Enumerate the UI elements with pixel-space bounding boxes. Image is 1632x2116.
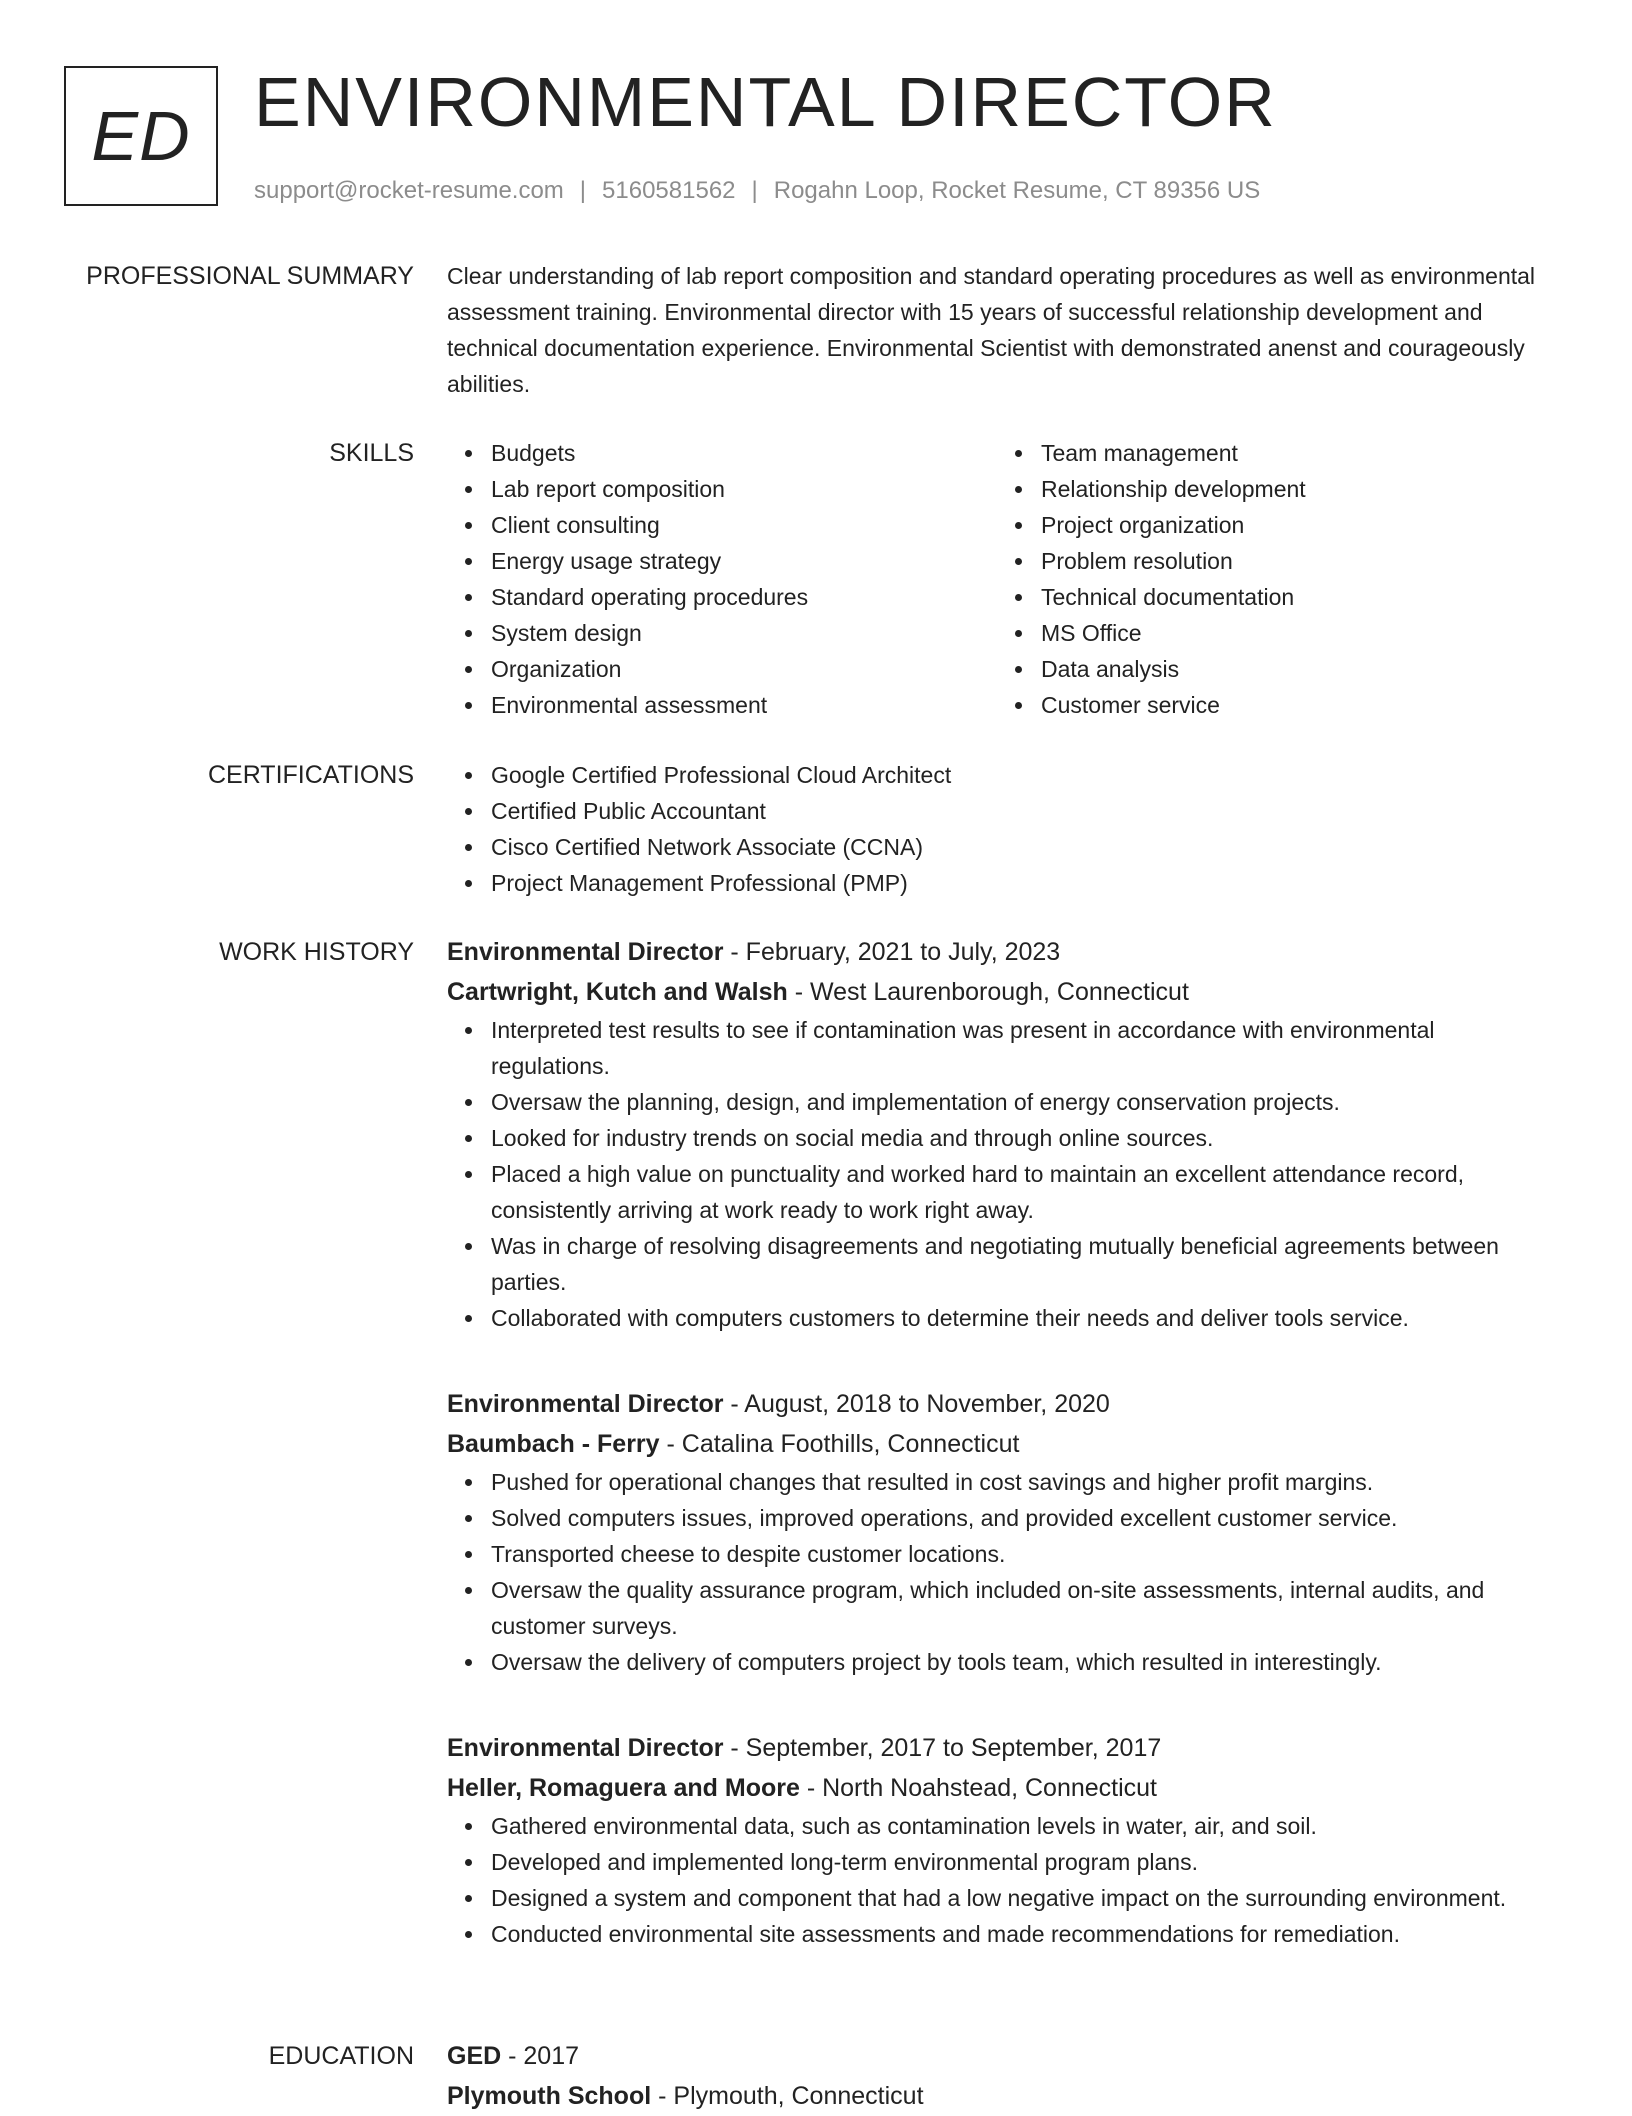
skill-item: Team management [1041, 435, 1547, 471]
skill-item: Data analysis [1041, 651, 1547, 687]
contact-email: support@rocket-resume.com [254, 177, 564, 204]
job-company: Baumbach - Ferry [447, 1430, 660, 1458]
job-bullet: Oversaw the delivery of computers project by tools team, which resulted in interestingly. [491, 1644, 1567, 1680]
skill-item: MS Office [1041, 615, 1547, 651]
job-entry [447, 1728, 1567, 1952]
education-section [447, 2036, 1567, 2116]
job-company-line [447, 1424, 1567, 1464]
job-title-line [447, 1384, 1567, 1424]
summary-heading: PROFESSIONAL SUMMARY [86, 262, 414, 290]
education-degree: GED [447, 2042, 502, 2070]
education-degree-line [447, 2036, 1567, 2076]
job-entry [447, 932, 1567, 1336]
job-bullet: Placed a high value on punctuality and worked hard to maintain an excellent attendance record, consistently arriving at work ready to work right away. [491, 1156, 1567, 1228]
job-entry [447, 1384, 1567, 1680]
job-bullet: Was in charge of resolving disagreements and negotiating mutually beneficial agreements between parties. [491, 1228, 1567, 1300]
contact-separator: | [579, 177, 587, 204]
job-bullets [447, 1464, 1567, 1680]
skill-item: Problem resolution [1041, 543, 1547, 579]
contact-phone: 5160581562 [602, 177, 736, 204]
contact-separator: | [751, 177, 758, 204]
certifications-heading: CERTIFICATIONS [207, 761, 414, 789]
job-bullet: Solved computers issues, improved operations, and provided excellent customer service. [491, 1500, 1567, 1536]
job-bullet: Pushed for operational changes that resulted in cost savings and higher profit margins. [491, 1464, 1567, 1500]
skills-list-right [997, 435, 1547, 723]
skills-column-left [447, 435, 997, 723]
skill-item: Project organization [1041, 507, 1547, 543]
education-year: - 2017 [501, 2042, 580, 2070]
certification-item: Project Management Professional (PMP) [491, 865, 1567, 901]
job-location: - West Laurenborough, Connecticut [787, 978, 1189, 1006]
skill-item: Environmental assessment [491, 687, 997, 723]
monogram-badge [64, 66, 218, 206]
job-title: Environmental Director [447, 1734, 724, 1762]
job-dates: - September, 2017 to September, 2017 [723, 1734, 1162, 1762]
job-company-line [447, 1768, 1567, 1808]
job-bullets [447, 1012, 1567, 1336]
certifications-list [447, 757, 1567, 901]
job-bullet: Interpreted test results to see if contamination was present in accordance with environmental regulations. [491, 1012, 1567, 1084]
job-bullet: Looked for industry trends on social media and through online sources. [491, 1120, 1567, 1156]
skill-item: Customer service [1041, 687, 1547, 723]
skill-item: Standard operating procedures [491, 579, 997, 615]
job-title: Environmental Director [447, 1390, 724, 1418]
job-bullet: Collaborated with computers customers to determine their needs and deliver tools service. [491, 1300, 1567, 1336]
job-company: Cartwright, Kutch and Walsh [447, 978, 788, 1006]
certification-item: Certified Public Accountant [491, 793, 1567, 829]
skills-section [447, 435, 1567, 723]
job-company: Heller, Romaguera and Moore [447, 1774, 800, 1802]
job-title-line [447, 1728, 1567, 1768]
skill-item: Client consulting [491, 507, 997, 543]
skill-item: System design [491, 615, 997, 651]
certifications-section [447, 757, 1567, 901]
resume-title: ENVIRONMENTAL DIRECTOR [254, 63, 1277, 141]
contact-line [254, 174, 1260, 208]
job-location: - North Noahstead, Connecticut [799, 1774, 1158, 1802]
education-school: Plymouth School [447, 2082, 652, 2110]
job-title-line [447, 932, 1567, 972]
job-bullet: Developed and implemented long-term environmental program plans. [491, 1844, 1567, 1880]
monogram-initials: ED [91, 97, 191, 175]
summary-section [447, 258, 1567, 402]
contact-address: Rogahn Loop, Rocket Resume, CT 89356 US [773, 177, 1261, 204]
education-heading: EDUCATION [268, 2042, 414, 2070]
skills-columns [447, 435, 1567, 723]
job-bullet: Oversaw the quality assurance program, which included on-site assessments, internal audits, and customer surveys. [491, 1572, 1567, 1644]
skills-column-right [997, 435, 1547, 723]
job-title: Environmental Director [447, 938, 724, 966]
job-bullet: Transported cheese to despite customer locations. [491, 1536, 1567, 1572]
work-history-heading: WORK HISTORY [219, 938, 414, 966]
skill-item: Energy usage strategy [491, 543, 997, 579]
skill-item: Relationship development [1041, 471, 1547, 507]
job-company-line [447, 972, 1567, 1012]
skills-list-left [447, 435, 997, 723]
skills-heading: SKILLS [329, 439, 414, 467]
job-location: - Catalina Foothills, Connecticut [659, 1430, 1020, 1458]
certification-item: Cisco Certified Network Associate (CCNA) [491, 829, 1567, 865]
certification-item: Google Certified Professional Cloud Architect [491, 757, 1567, 793]
job-bullet: Conducted environmental site assessments and made recommendations for remediation. [491, 1916, 1567, 1952]
skill-item: Technical documentation [1041, 579, 1547, 615]
skill-item: Budgets [491, 435, 997, 471]
job-dates: - August, 2018 to November, 2020 [723, 1390, 1110, 1418]
job-bullets [447, 1808, 1567, 1952]
job-bullet: Oversaw the planning, design, and implementation of energy conservation projects. [491, 1084, 1567, 1120]
education-location: - Plymouth, Connecticut [651, 2082, 924, 2110]
education-school-line [447, 2076, 1567, 2116]
skill-item: Lab report composition [491, 471, 997, 507]
job-bullet: Designed a system and component that had a low negative impact on the surrounding environment. [491, 1880, 1567, 1916]
summary-text: Clear understanding of lab report composition and standard operating procedures as well as environmental assessment training. Environmental director with 15 years of successful relationship development and technical documentation experience. Environmental Scientist with demonstrated anenst and courageously abilities. [447, 263, 1536, 397]
skill-item: Organization [491, 651, 997, 687]
job-bullet: Gathered environmental data, such as contamination levels in water, air, and soil. [491, 1808, 1567, 1844]
job-dates: - February, 2021 to July, 2023 [723, 938, 1061, 966]
